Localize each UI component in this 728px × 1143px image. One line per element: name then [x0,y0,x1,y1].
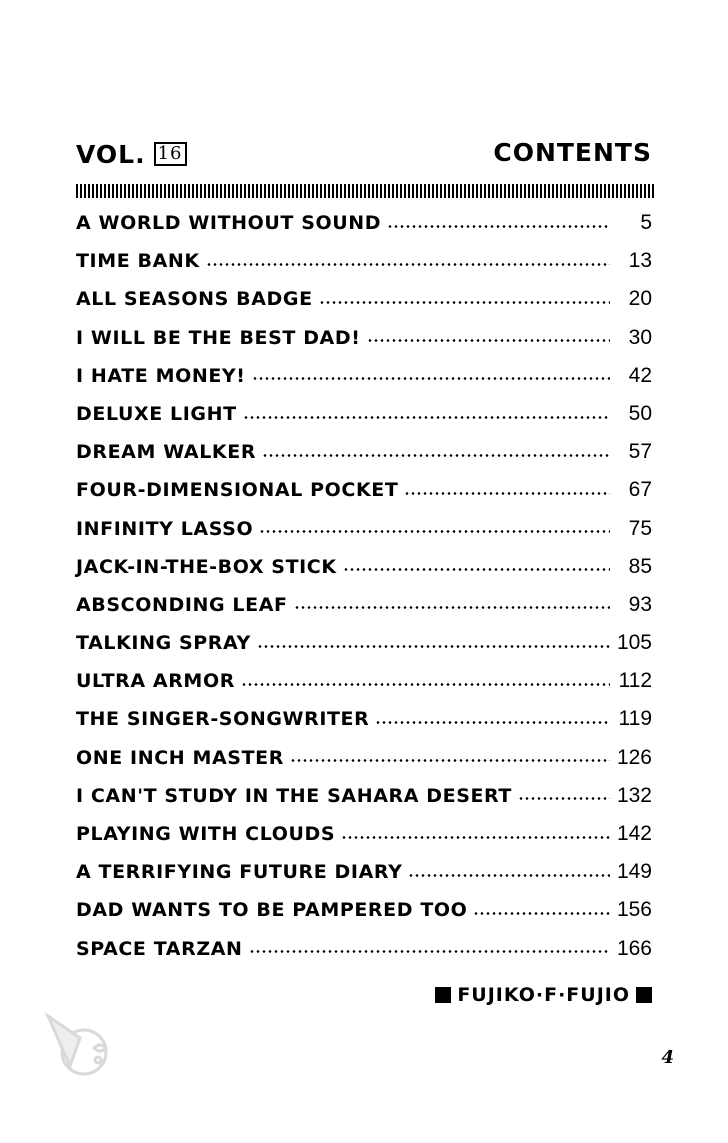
dot-leader [259,530,610,533]
toc-entry-title: FOUR-DIMENSIONAL POCKET [76,479,399,502]
toc-entry-title: I WILL BE THE BEST DAD! [76,326,361,349]
toc-entry [76,586,652,624]
toc-entry-page: 30 [628,325,652,349]
toc-entry-page: 149 [616,860,652,884]
toc-entry [76,815,652,853]
toc-entry-page: 50 [628,401,652,425]
toc-entry-title: TIME BANK [76,250,200,273]
toc-entry [76,204,652,242]
toc-entry-page: 13 [628,249,652,273]
toc-entry-title: THE SINGER-SONGWRITER [76,708,370,731]
toc-entry [76,930,652,968]
toc-entry-title: DAD WANTS TO BE PAMPERED TOO [76,899,468,922]
toc-entry-page: 119 [618,707,652,731]
toc-entry-page: 166 [616,936,652,960]
dot-leader [243,416,610,419]
toc-entry-page: 75 [628,516,652,540]
toc-entry [76,777,652,815]
dot-leader [375,721,610,724]
toc-entry [76,891,652,929]
author-credit [435,984,652,1006]
toc-entry [76,662,652,700]
toc-entry [76,624,652,662]
toc-entry-title: TALKING SPRAY [76,632,251,655]
toc-entry-title: A WORLD WITHOUT SOUND [76,212,382,234]
dot-leader [319,301,610,304]
dot-leader [294,606,610,609]
toc-entry-title: DELUXE LIGHT [76,402,237,425]
toc-entry [76,280,652,318]
toc-entry-page: 156 [616,898,652,922]
dot-leader [341,836,610,839]
square-bullet-icon [636,987,652,1003]
table-of-contents [76,204,652,968]
toc-entry [76,471,652,509]
toc-entry-page: 5 [640,211,652,234]
toc-entry [76,510,652,548]
toc-entry [76,853,652,891]
dot-leader [408,874,610,877]
contents-heading: CONTENTS [493,138,652,167]
scanlation-watermark-icon [40,1008,122,1078]
dot-leader [404,492,610,495]
toc-entry-page: 57 [628,440,652,464]
dot-leader [249,950,610,953]
toc-entry-title: I HATE MONEY! [76,364,246,387]
toc-entry [76,700,652,738]
vol-text: VOL. [76,140,146,169]
toc-entry [76,357,652,395]
toc-entry-title: PLAYING WITH CLOUDS [76,823,336,845]
toc-entry-title: JACK-IN-THE-BOX STICK [76,555,337,578]
toc-entry-page: 20 [628,287,652,311]
volume-label [76,138,187,172]
dot-leader [262,454,610,457]
toc-entry-title: A TERRIFYING FUTURE DIARY [76,861,403,884]
toc-entry [76,739,652,777]
dot-leader [241,683,610,686]
toc-entry [76,433,652,471]
hatched-divider [76,184,654,198]
square-bullet-icon [435,987,451,1003]
author-name: FUJIKO·F·FUJIO [457,984,630,1006]
toc-entry [76,548,652,586]
toc-entry-page: 112 [618,669,652,693]
page-number: 4 [661,1047,674,1068]
dot-leader [206,263,610,266]
dot-leader [252,377,610,380]
toc-entry-page: 105 [616,631,652,655]
toc-entry-title: ULTRA ARMOR [76,670,235,693]
dot-leader [257,645,610,648]
dot-leader [518,797,610,800]
toc-entry-title: ABSCONDING LEAF [76,593,288,616]
toc-entry-page: 93 [628,592,652,616]
toc-entry-page: 67 [628,478,652,502]
toc-entry [76,242,652,280]
toc-entry-page: 85 [628,554,652,578]
toc-entry-title: INFINITY LASSO [76,517,254,540]
toc-entry-title: DREAM WALKER [76,441,257,464]
dot-leader [473,912,610,915]
toc-entry [76,319,652,357]
toc-entry-title: ALL SEASONS BADGE [76,288,313,311]
dot-leader [367,339,610,342]
toc-entry-page: 126 [616,745,652,769]
toc-entry-page: 132 [616,783,652,807]
dot-leader [290,759,610,762]
dot-leader [343,568,610,571]
toc-entry [76,395,652,433]
toc-entry-page: 142 [616,822,652,845]
volume-number: 16 [154,142,187,166]
toc-entry-title: I CAN'T STUDY IN THE SAHARA DESERT [76,784,512,807]
toc-entry-title: SPACE TARZAN [76,937,243,960]
toc-entry-title: ONE INCH MASTER [76,746,284,769]
dot-leader [387,225,610,228]
toc-entry-page: 42 [628,363,652,387]
